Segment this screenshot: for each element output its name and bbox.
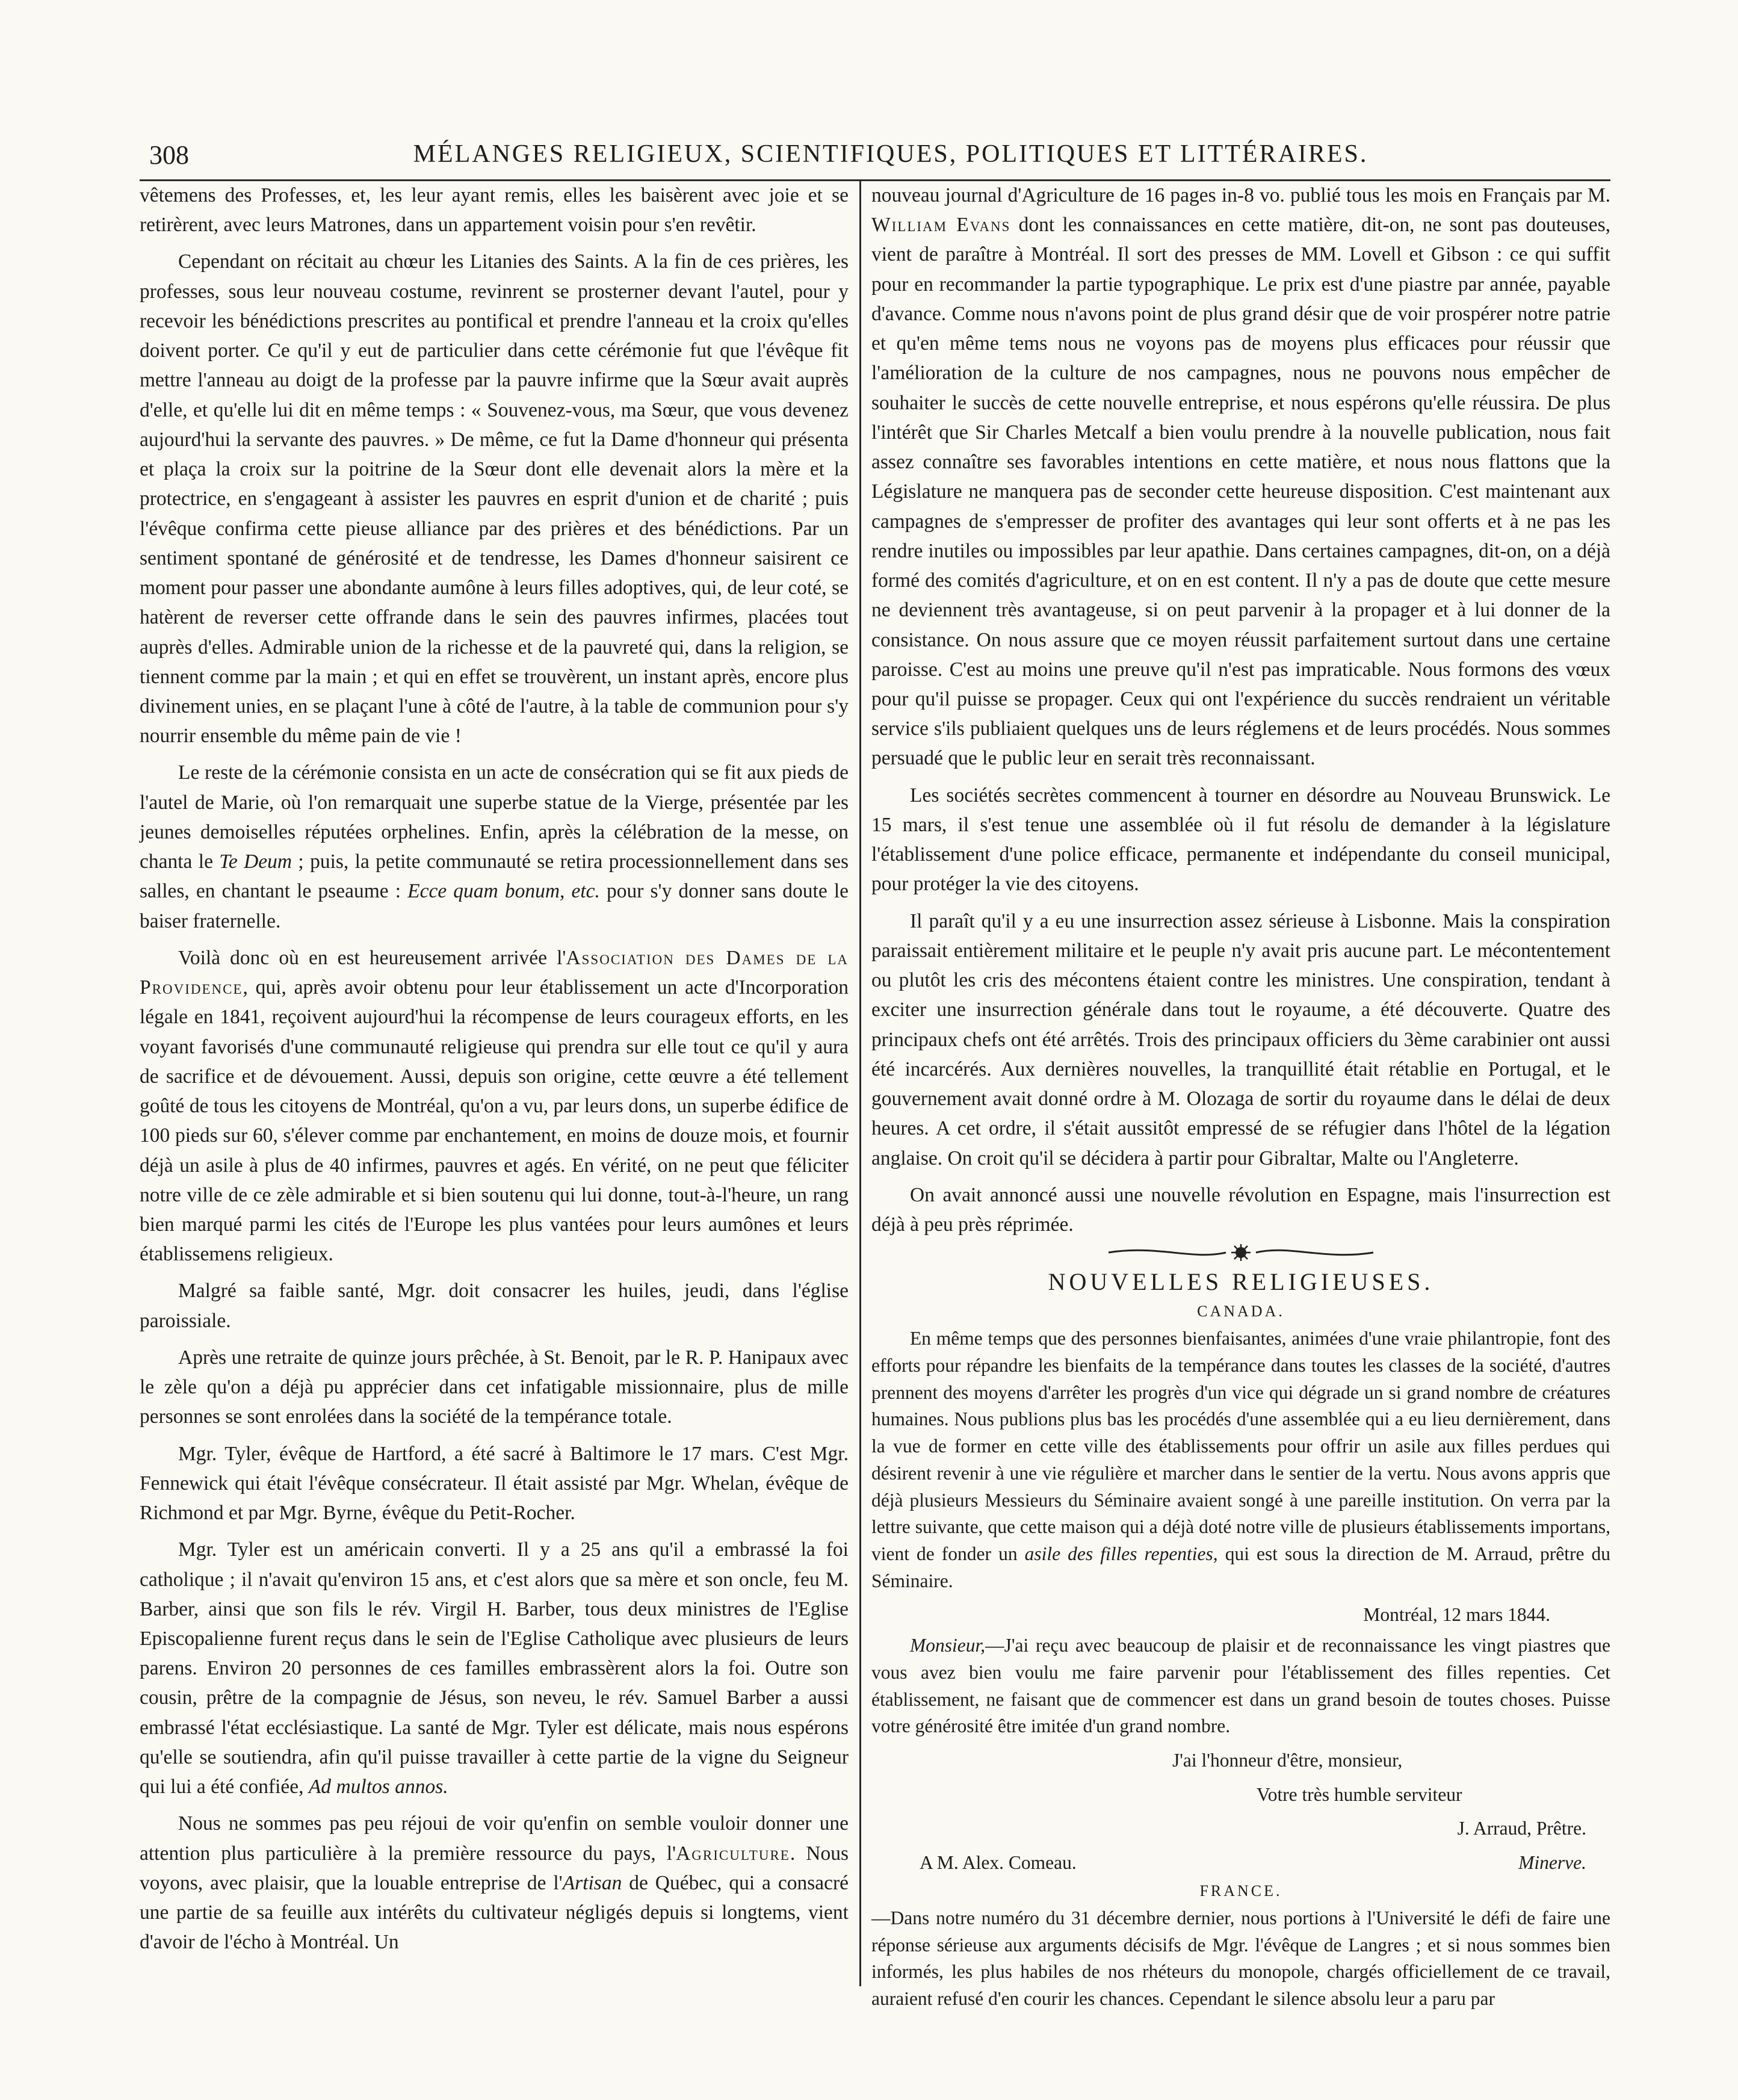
letter-signature: J. Arraud, Prêtre.	[1457, 1818, 1586, 1839]
page-number: 308	[149, 140, 189, 170]
paragraph: Après une retraite de quinze jours prêchée, à St. Benoit, par le R. P. Hanipaux avec le zèle qu'on a déjà pu apprécier dans cet infatigable missionnaire, plus de mille personnes se sont enrolées dans la société de la tempérance totale.	[140, 1346, 849, 1428]
paragraph: Nous ne sommes pas peu réjoui de voir qu'enfin on semble vouloir donner une attention plus particulière à la première ressource du pays, l'Agriculture. Nous voyons, avec plaisir, que la louable entreprise de l'Artisan de Québec, qui a consacré une partie de sa feuille aux intérêts du cultivateur négligés depuis si longtems, vient d'avoir de l'écho à Montréal. Un	[140, 1812, 849, 1954]
paragraph: Le reste de la cérémonie consista en un acte de consécration qui se fit aux pieds de l'autel de Marie, où l'on remarquait une superbe statue de la Vierge, présentée par les jeunes demoiselles réputées orphelines. Enfin, après la célébration de la messe, on chanta le Te Deum ; puis, la petite communauté se retira processionnellement dans ses salles, en chantant le pseaume : Ecce quam bonum, etc. pour s'y donner sans doute le baiser fraternelle.	[140, 761, 849, 932]
ornament-rule-icon	[1102, 1242, 1379, 1263]
paragraph: vêtemens des Professes, et, les leur ayant remis, elles les baisèrent avec joie et se retirèrent, avec leurs Matrones, dans un appartement voisin pour s'en revêtir.	[140, 184, 849, 237]
letter-body: Monsieur,—J'ai reçu avec beaucoup de plaisir et de reconnaissance les vingt piastres que vous avez bien voulu me faire parvenir pour l'établissement des filles repenties. Cet établissement, ne faisant que de commencer est dans un grand besoin de toutes choses. Puisse votre générosité être imitée d'un grand nombre.	[871, 1635, 1610, 1737]
paragraph: Mgr. Tyler, évêque de Hartford, a été sacré à Baltimore le 17 mars. C'est Mgr. Fennewick qui était l'évêque consécrateur. Il était assisté par Mgr. Whelan, évêque de Richmond et par Mgr. Byrne, évêque du Petit-Rocher.	[140, 1442, 849, 1525]
letter-footer	[920, 1850, 1586, 1877]
paragraph: nouveau journal d'Agriculture de 16 pages in-8 vo. publié tous les mois en Français par M. William Evans dont les connaissances en cette matière, dit-on, ne sont pas douteuses, vient de paraître à Montréal. Il sort des presses de MM. Lovell et Gibson : ce qui suffit pour en recommander la partie typographique. Le prix est d'une piastre par année, payable d'avance. Comme nous n'avons point de plus grand désir que de voir prospérer notre patrie et qu'en même tems nous ne voyons pas de moyens plus efficaces pour réussir que l'amélioration de la culture de nos campagnes, nous ne pouvons nous empêcher de souhaiter le succès de cette nouvelle entreprise, et nous espérons qu'elle réussira. De plus l'intérêt que Sir Charles Metcalf a bien voulu prendre à la nouvelle publication, nous fait assez connaître ses favorables intentions en cette matière, et nous nous flattons que la Législature ne manquera pas de seconder cette heureuse disposition. C'est maintenant aux campagnes de s'empresser de profiter des avantages qui leur sont offerts et à ne pas les rendre inutiles ou impossibles par leur apathie. Dans certaines campagnes, dit-on, on a déjà formé des comités d'agriculture, et on en est content. Il n'y a pas de doute que cette mesure ne deviennent très avantageuse, si on peut parvenir à la propager et à lui donner de la consistance. On nous assure que ce moyen réussit parfaitement surtout dans une certaine paroisse. C'est au moins une preuve qu'il n'est pas impraticable. Nous formons des vœux pour qu'il puisse se propager. Ceux qui ont l'expérience du succès rendraient un véritable service s'ils publiaient quelques uns de leurs réglemens et de leurs procédés. Nous sommes persuadé que le public leur en serait très reconnaissant.	[871, 184, 1610, 770]
paragraph: Il paraît qu'il y a eu une insurrection assez sérieuse à Lisbonne. Mais la conspiration paraissait entièrement militaire et le peuple n'y avait pris aucune part. Le mécontentement ou plutôt les cris des mécontens étaient contre les ministres. Une conspiration, tendant à exciter une insurrection générale dans tout le royaume, a été découverte. Quatre des principaux chefs ont été arrêtés. Trois des principaux officiers du 3ème carabinier ont aussi été incarcérés. Aux dernières nouvelles, la tranquillité était rétablie en Portugal, et le gouvernement avait donné ordre à M. Olozaga de sortir du royaume dans le délai de deux heures. A cet ordre, il s'était aussitôt empressé de se réfugier dans l'hôtel de la légation anglaise. On croit qu'il se décidera à partir pour Gibraltar, Malte ou l'Angleterre.	[871, 909, 1610, 1169]
paragraph: Les sociétés secrètes commencent à tourner en désordre au Nouveau Brunswick. Le 15 mars, il s'est tenue une assemblée où il fut résolu de demander à la législature l'établissement d'une police efficace, permanente et indépendante du conseil municipal, pour protéger la vie des citoyens.	[871, 784, 1610, 896]
paragraph: Cependant on récitait au chœur les Litanies des Saints. A la fin de ces prières, les professes, sous leur nouveau costume, revinrent se prosterner devant l'autel, pour y recevoir les bénédictions prescrites au pontifical et prendre l'anneau et la croix qu'elles doivent porter. Ce qu'il y eut de particulier dans cette cérémonie fut que l'évêque fit mettre l'anneau au doigt de la professe par la pauvre infirme que la Sœur avait auprès d'elle, et qu'elle lui dit en même temps : « Souvenez-vous, ma Sœur, que vous devenez aujourd'hui la servante des pauvres. » De même, ce fut la Dame d'honneur qui présenta et plaça la croix sur la poitrine de la Sœur dont elle devenait alors la mère et la protectrice, en s'engageant à assister les pauvres en esprit d'union et de charité ; puis l'évêque confirma cette pieuse alliance par des prières et des bénédictions. Par un sentiment spontané de générosité et de tendresse, les Dames d'honneur saisirent ce moment pour passer une abondante aumône à leurs filles adoptives, qui, de leur coté, se hatèrent de reverser cette offrande dans le sein des pauvres infirmes, placées tout auprès d'elles. Admirable union de la richesse et de la pauvreté qui, dans la religion, se tiennent comme par la main ; et qui en effet se trouvèrent, un instant après, encore plus divinement unies, en se plaçant l'une à côté de l'autre, à la table de communion pour s'y nourrir ensemble du même pain de vie !	[140, 250, 849, 748]
paragraph: —Dans notre numéro du 31 décembre dernier, nous portions à l'Université le défi de faire une réponse sérieuse aux arguments décisifs de Mgr. l'évêque de Langres ; et si nous sommes bien informés, les plus habiles de nos rhéteurs du monopole, chargés officiellement de ce travail, auraient refusé d'en courir les chances. Cependant le silence absolu leur a paru par	[871, 1907, 1610, 2009]
paragraph: Malgré sa faible santé, Mgr. doit consacrer les huiles, jeudi, dans l'église paroissiale.	[140, 1280, 849, 1332]
column-divider	[859, 181, 861, 1986]
letter-addressee: A M. Alex. Comeau.	[920, 1852, 1077, 1874]
paragraph: Mgr. Tyler est un américain converti. Il y a 25 ans qu'il a embrassé la foi catholique ; il n'avait qu'environ 15 ans, et c'est alors que sa mère et son oncle, feu M. Barber, ainsi que son fils le rév. Virgil H. Barber, tous deux ministres de l'Eglise Episcopalienne furent reçus dans le sein de l'Eglise Catholique avec plusieurs de leurs parens. Environ 20 personnes de ces familles embrassèrent alors la foi. Outre son cousin, prêtre de la compagnie de Jésus, son neveu, le rév. Samuel Barber a aussi embrassé l'état ecclésiastique. La santé de Mgr. Tyler est délicate, mais nous espérons qu'elle se soutiendra, afin qu'il puisse travailler à cette partie de la vigne du Seigneur qui lui a été confiée, Ad multos annos.	[140, 1538, 849, 1798]
paragraph: Voilà donc où en est heureusement arrivée l'Association des Dames de la Providence, qui, après avoir obtenu pour leur établissement un acte d'Incorporation légale en 1841, reçoivent aujourd'hui la récompense de leurs courageux efforts, en les voyant favorisés d'une communauté religieuse qui prendra sur elle tout ce qu'il y aura de sacrifice et de dévouement. Aussi, depuis son origine, cette œuvre a été tellement goûté de tous les citoyens de Montréal, qu'on a vu, par leurs dons, un superbe édifice de 100 pieds sur 60, s'élever comme par enchantement, en moins de douze mois, et fournir déjà un asile à plus de 40 infirmes, pauvres et agés. En vérité, on ne peut que féliciter notre ville de ce zèle admirable et si bien soutenu qui lui donne, tout-à-l'heure, un rang bien marqué parmi les cités de l'Europe les plus vantées pour leurs aumônes et leurs établissemens religieux.	[140, 946, 849, 1266]
left-column	[140, 181, 849, 1965]
paragraph: On avait annoncé aussi une nouvelle révolution en Espagne, mais l'insurrection est déjà à peu près réprimée.	[871, 1183, 1610, 1236]
running-title: MÉLANGES RELIGIEUX, SCIENTIFIQUES, POLITIQUES ET LITTÉRAIRES.	[413, 140, 1368, 168]
right-column	[871, 181, 1610, 2020]
decorative-ornament	[871, 1242, 1610, 1262]
letter-closing: J'ai l'honneur d'être, monsieur,	[1172, 1750, 1403, 1771]
subsection-title: FRANCE.	[1199, 1882, 1282, 1900]
religious-news-block	[871, 1325, 1610, 2012]
paragraph: En même temps que des personnes bienfaisantes, animées d'une vraie philantropie, font des efforts pour répandre les bienfaits de la tempérance dans toutes les classes de la société, d'autres prennent des moyens d'arrêter les progrès d'un vice qui dégrade un si grand nombre de créatures humaines. Nous publions plus bas les procédés d'une assemblée qui a eu lieu dernièrement, dans la vue de former en cette ville des établissements pour offrir un asile aux filles perdues qui désirent revenir à une vie régulière et marcher dans le sentier de la vertu. Nous avons appris que déjà plusieurs Messieurs du Séminaire avaient songé à une pareille institution. On verra par la lettre suivante, que cette maison qui a déjà doté notre ville de plusieurs établissements importans, vient de fonder un asile des filles repenties, qui est sous la direction de M. Arraud, prêtre du Séminaire.	[871, 1328, 1610, 1591]
section-title: NOUVELLES RELIGIEUSES.	[1048, 1268, 1434, 1296]
subsection-title: CANADA.	[1197, 1302, 1285, 1320]
letter-source: Minerve.	[1518, 1852, 1586, 1874]
letter-place-date: Montréal, 12 mars 1844.	[1363, 1604, 1550, 1626]
letter-closing: Votre très humble serviteur	[1257, 1783, 1462, 1805]
